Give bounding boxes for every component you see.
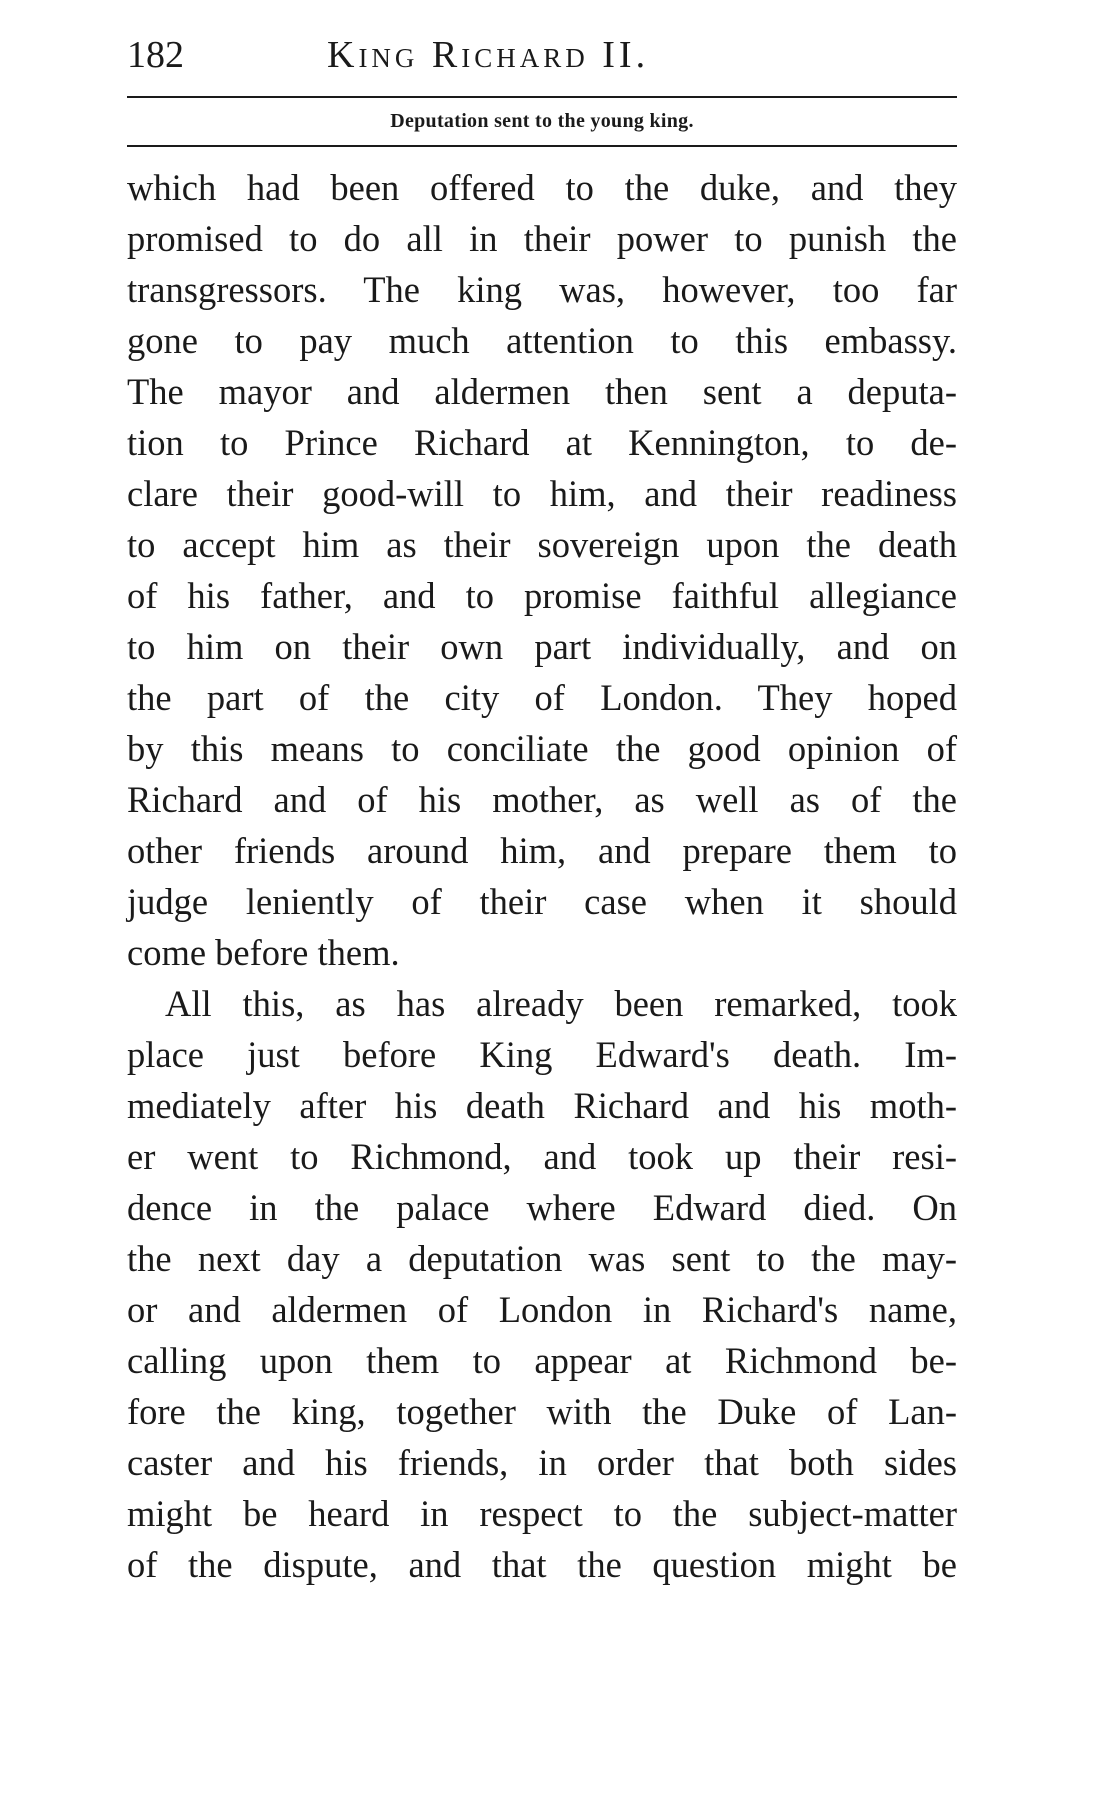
text-line: judge leniently of their case when it should xyxy=(127,881,957,922)
text-line: clare their good-will to him, and their readiness xyxy=(127,473,957,514)
text-line: mediately after his death Richard and his moth- xyxy=(127,1085,957,1126)
text-line: calling upon them to appear at Richmond be- xyxy=(127,1340,957,1381)
text-line: The mayor and aldermen then sent a deputa- xyxy=(127,371,957,412)
text-line: or and aldermen of London in Richard's name, xyxy=(127,1289,957,1330)
text-line: might be heard in respect to the subject-matter xyxy=(127,1493,957,1534)
text-line: of his father, and to promise faithful allegiance xyxy=(127,575,957,616)
text-line: the part of the city of London. They hoped xyxy=(127,677,957,718)
header-rule-top xyxy=(127,96,957,98)
text-line: Richard and of his mother, as well as of the xyxy=(127,779,957,820)
text-line: the next day a deputation was sent to the may- xyxy=(127,1238,957,1279)
text-line: dence in the palace where Edward died. On xyxy=(127,1187,957,1228)
text-line: promised to do all in their power to punish the xyxy=(127,218,957,259)
paragraph-1 xyxy=(127,162,957,978)
text-line: place just before King Edward's death. Im- xyxy=(127,1034,957,1075)
text-line: to him on their own part individually, and on xyxy=(127,626,957,667)
text-line: other friends around him, and prepare them to xyxy=(127,830,957,871)
text-line: All this, as has already been remarked, took xyxy=(165,983,957,1024)
text-line: by this means to conciliate the good opinion of xyxy=(127,728,957,769)
header-rule-bottom xyxy=(127,145,957,147)
running-title: King Richard II. xyxy=(327,34,650,76)
text-line: tion to Prince Richard at Kennington, to de- xyxy=(127,422,957,463)
text-line: of the dispute, and that the question might be xyxy=(127,1544,957,1585)
headnote: Deputation sent to the young king. xyxy=(390,110,694,132)
text-line: caster and his friends, in order that both sides xyxy=(127,1442,957,1483)
text-line: which had been offered to the duke, and they xyxy=(127,167,957,208)
text-line: gone to pay much attention to this embassy. xyxy=(127,320,957,361)
text-line: come before them. xyxy=(127,932,400,973)
text-line: er went to Richmond, and took up their resi- xyxy=(127,1136,957,1177)
text-line: transgressors. The king was, however, too far xyxy=(127,269,957,310)
paragraph-2 xyxy=(127,978,957,1590)
body-text xyxy=(127,162,957,1590)
page-header xyxy=(127,32,957,92)
text-line: fore the king, together with the Duke of Lan- xyxy=(127,1391,957,1432)
text-line: to accept him as their sovereign upon the death xyxy=(127,524,957,565)
page-number: 182 xyxy=(127,34,184,76)
